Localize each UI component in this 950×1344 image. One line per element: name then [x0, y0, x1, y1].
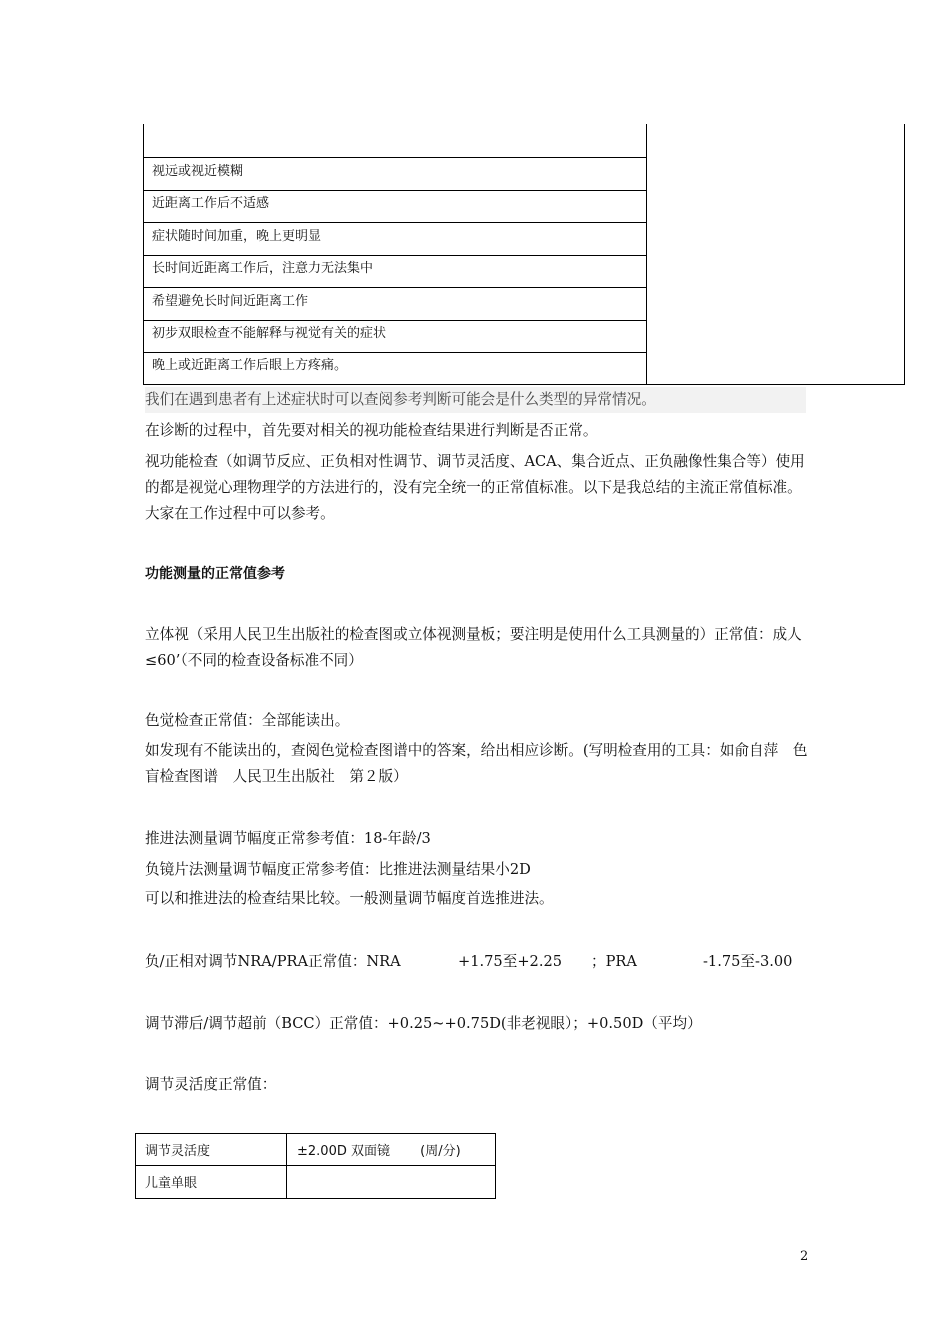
table-border — [286, 1133, 287, 1199]
paragraph: 推进法测量调节幅度正常参考值：18-年龄/3 — [145, 830, 431, 847]
table-border — [143, 352, 647, 353]
symptom-row: 近距离工作后不适感 — [152, 196, 270, 211]
nra-label: 负/正相对调节NRA/PRA正常值：NRA — [145, 953, 401, 970]
nra-pra-line — [145, 949, 810, 975]
pra-value: -1.75至-3.00 — [703, 953, 793, 970]
table-border — [495, 1133, 496, 1199]
unit-label: (周/分) — [420, 1144, 461, 1159]
paragraph: 如发现有不能读出的，查阅色觉检查图谱中的答案，给出相应诊断。(写明检查用的工具：如俞自萍 色盲检查图谱 人民卫生出版社 第２版） — [145, 742, 808, 785]
paragraph: 在诊断的过程中，首先要对相关的视功能检查结果进行判断是否正常。 — [145, 422, 598, 439]
facility-table — [135, 1133, 496, 1199]
symptom-table — [143, 124, 905, 385]
symptom-row: 长时间近距离工作后，注意力无法集中 — [152, 261, 374, 276]
table-border — [143, 190, 647, 191]
table-border — [904, 124, 905, 385]
paragraph: 调节滞后/调节超前（BCC）正常值：+0.25~+0.75D(非老视眼）；+0.50D（平均） — [145, 1015, 702, 1032]
paragraph: 视功能检查（如调节反应、正负相对性调节、调节灵活度、ACA、集合近点、正负融像性集合等）使用的都是视觉心理物理学的方法进行的，没有完全统一的正常值标准。以下是我总结的主流正常值标准。大家在工作过程中可以参考。 — [145, 453, 805, 522]
pra-label: ；PRA — [591, 953, 637, 970]
symptom-row: 初步双眼检查不能解释与视觉有关的症状 — [152, 326, 387, 341]
table-border — [135, 1165, 496, 1166]
symptom-row: 症状随时间加重，晚上更明显 — [152, 229, 322, 244]
paragraph — [145, 387, 810, 413]
lens-label: ±2.00D 双面镜 — [297, 1144, 390, 1159]
paragraph: 可以和推进法的检查结果比较。一般测量调节幅度首选推进法。 — [145, 890, 554, 907]
page-number: 2 — [800, 1249, 809, 1264]
table-header-cell: 调节灵活度 — [145, 1144, 211, 1159]
table-border — [135, 1133, 496, 1134]
table-border — [143, 384, 905, 385]
table-header-cell — [297, 1140, 461, 1159]
paragraph: 立体视（采用人民卫生出版社的检查图或立体视测量板；要注明是使用什么工具测量的）正常值：成人≤60’（不同的检查设备标准不同） — [145, 626, 802, 669]
table-border — [143, 157, 647, 158]
highlighted-text: 我们在遇到患者有上述症状时可以查阅参考判断可能会是什么类型的异常情况。 — [145, 387, 806, 413]
table-border — [143, 320, 647, 321]
nra-value: +1.75至+2.25 — [458, 953, 563, 970]
paragraph: 色觉检查正常值：全部能读出。 — [145, 712, 350, 729]
paragraph: 负镜片法测量调节幅度正常参考值：比推进法测量结果小2D — [145, 861, 531, 878]
table-border — [135, 1198, 496, 1199]
symptom-row: 视远或视近模糊 — [152, 164, 244, 179]
table-cell: 儿童单眼 — [145, 1176, 198, 1191]
symptom-row: 晚上或近距离工作后眼上方疼痛。 — [152, 358, 348, 373]
symptom-row: 希望避免长时间近距离工作 — [152, 294, 309, 309]
table-border — [135, 1133, 136, 1199]
section-heading: 功能测量的正常值参考 — [145, 566, 285, 582]
table-border — [143, 255, 647, 256]
table-border — [143, 287, 647, 288]
paragraph: 调节灵活度正常值： — [145, 1076, 277, 1093]
table-border — [143, 222, 647, 223]
